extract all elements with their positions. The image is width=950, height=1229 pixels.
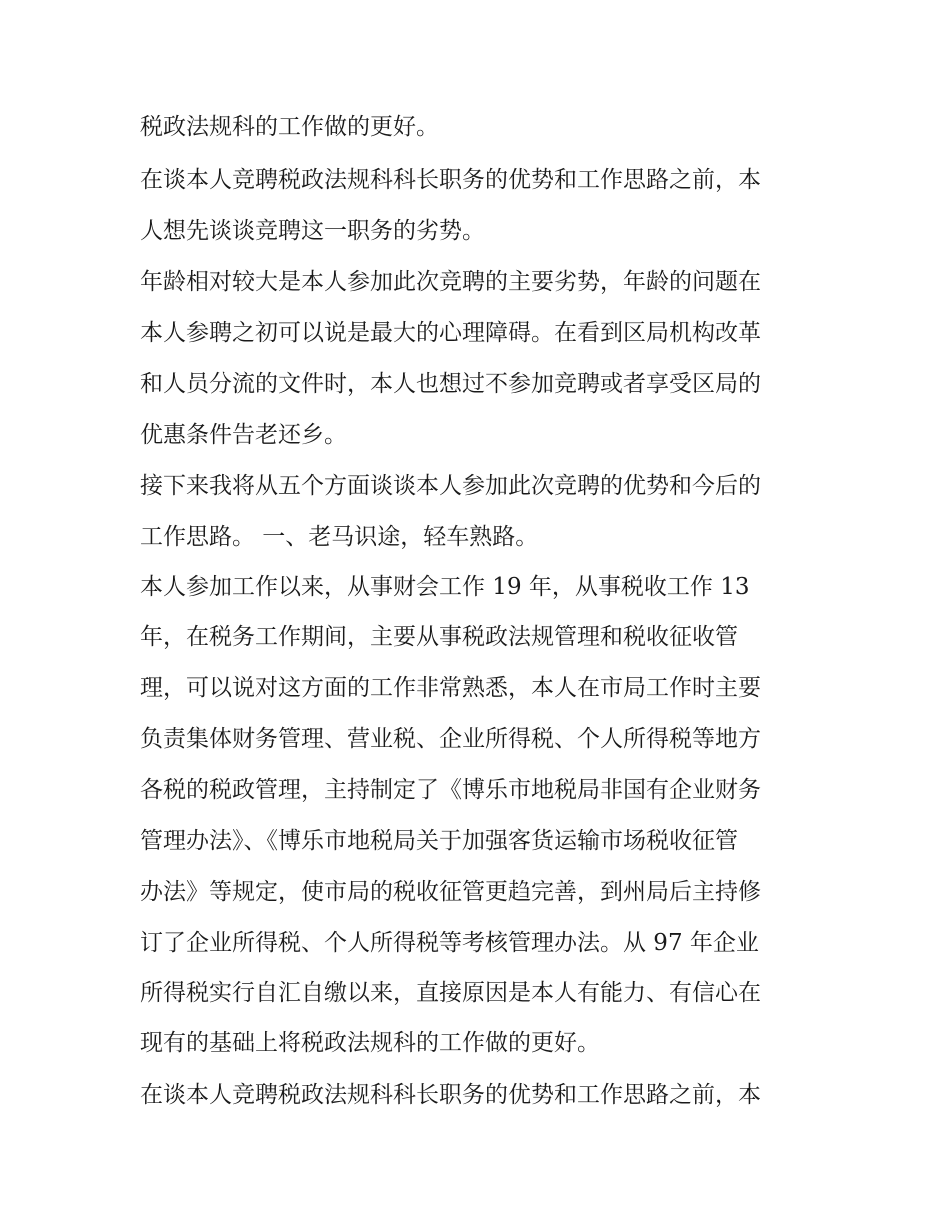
text-line: 优惠条件告老还乡。 bbox=[140, 422, 347, 448]
text-line: 理，可以说对这方面的工作非常熟悉，本人在市局工作时主要 bbox=[140, 675, 761, 701]
text-line: 现有的基础上将税政法规科的工作做的更好。 bbox=[140, 1030, 600, 1056]
text-line: 税政法规科的工作做的更好。 bbox=[140, 114, 439, 140]
text-line: 年龄相对较大是本人参加此次竞聘的主要劣势，年龄的问题在 bbox=[140, 269, 761, 295]
text-line: 本人参聘之初可以说是最大的心理障碍。在看到区局机构改革 bbox=[140, 320, 761, 346]
text-line: 年，在税务工作期间，主要从事税政法规管理和税收征收管 bbox=[140, 624, 738, 650]
text-line: 接下来我将从五个方面谈谈本人参加此次竞聘的优势和今后的 bbox=[140, 473, 761, 499]
text-line: 管理办法》、《博乐市地税局关于加强客货运输市场税收征管 bbox=[140, 828, 738, 854]
text-line: 各税的税政管理，主持制定了《博乐市地税局非国有企业财务 bbox=[140, 777, 761, 803]
text-line: 和人员分流的文件时，本人也想过不参加竞聘或者享受区局的 bbox=[140, 371, 761, 397]
text-line: 工作思路。 一、老马识途，轻车熟路。 bbox=[140, 524, 539, 550]
text-line: 人想先谈谈竞聘这一职务的劣势。 bbox=[140, 218, 485, 244]
text-line: 所得税实行自汇自缴以来，直接原因是本人有能力、有信心在 bbox=[140, 980, 761, 1006]
text-line: 在谈本人竞聘税政法规科科长职务的优势和工作思路之前，本 bbox=[140, 167, 761, 193]
text-line: 在谈本人竞聘税政法规科科长职务的优势和工作思路之前，本 bbox=[140, 1082, 761, 1108]
text-line: 本人参加工作以来，从事财会工作 19 年，从事税收工作 13 bbox=[140, 574, 750, 600]
text-line: 负责集体财务管理、营业税、企业所得税、个人所得税等地方 bbox=[140, 726, 761, 752]
text-line: 订了企业所得税、个人所得税等考核管理办法。从 97 年企业 bbox=[140, 930, 759, 956]
text-line: 办法》等规定，使市局的税收征管更趋完善，到州局后主持修 bbox=[140, 879, 761, 905]
